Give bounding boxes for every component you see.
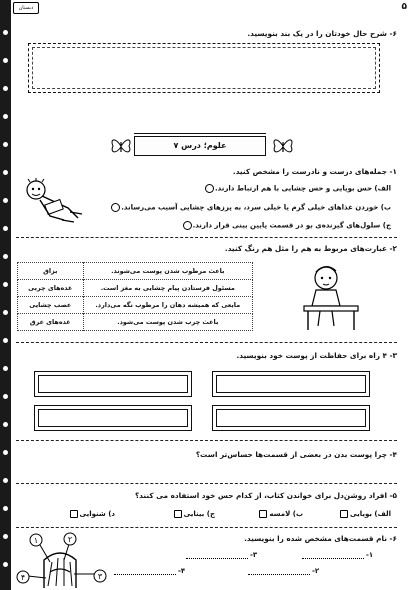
answer-circle[interactable] — [205, 184, 214, 193]
q5-option-c[interactable]: ج) بینایی — [172, 510, 215, 518]
taste-diagram-illustration — [14, 532, 110, 590]
checkbox[interactable] — [174, 510, 182, 518]
binder-spine — [0, 0, 11, 590]
table-row — [18, 280, 253, 297]
divider — [16, 342, 397, 343]
table-row — [18, 297, 253, 314]
q5-title: ۵- افراد روشن‌دل برای خواندن کتاب، از کدام حس خود استفاده می کنند؟ — [134, 491, 397, 500]
divider — [16, 237, 397, 238]
table-row — [18, 263, 253, 280]
answer-box[interactable] — [34, 405, 192, 431]
svg-text:۳: ۳ — [97, 572, 103, 581]
school-logo: دبستان — [13, 2, 39, 14]
match-phrase[interactable]: باعث چرب شدن پوست می‌شود. — [83, 314, 252, 331]
q5-option-a[interactable]: الف) بویایی — [338, 510, 391, 518]
q1-title: ۱- جمله‌های درست و نادرست را مشخص کنید. — [232, 167, 397, 176]
q2-title: ۲- عبارت‌های مربوط به هم را مثل هم رنگ کنید. — [224, 244, 397, 253]
answer-frame[interactable] — [28, 43, 380, 93]
lesson-title: علوم؛ درس ۷ — [134, 136, 266, 156]
divider — [16, 440, 397, 441]
page-number: ۵ — [401, 2, 407, 12]
diagram-label-1 — [30, 534, 42, 546]
match-phrase[interactable]: باعث مرطوب شدن پوست می‌شوند. — [83, 263, 252, 280]
boy-at-desk-illustration — [300, 262, 364, 334]
blank-3[interactable]: -۳ — [184, 551, 257, 559]
diagram-label-3 — [94, 570, 106, 582]
divider — [16, 527, 397, 528]
match-term[interactable]: غده‌های عرق — [18, 314, 84, 331]
q5-option-d[interactable]: د) شنوایی — [68, 510, 115, 518]
butterfly-icon — [272, 136, 294, 156]
q1-item-c: ج) سلول‌های گیرنده‌ی بو در قسمت پایین بینی قرار دارند. — [182, 221, 391, 230]
checkbox[interactable] — [259, 510, 267, 518]
match-term[interactable]: غده‌های چربی — [18, 280, 84, 297]
checkbox[interactable] — [340, 510, 348, 518]
q3-title: ۳- ۴ راه برای حفاظت از پوست خود بنویسید. — [236, 351, 397, 360]
blank-4[interactable]: -۴ — [112, 567, 185, 575]
q1-item-b: ب) خوردن غذاهای خیلی گرم یا خیلی سرد، به پرزهای چشایی آسیب می‌رساند. — [110, 203, 391, 212]
table-row — [18, 314, 253, 331]
matching-table — [17, 262, 253, 331]
blank-2[interactable]: -۲ — [246, 567, 319, 575]
svg-text:۲: ۲ — [67, 535, 73, 544]
q5-option-b[interactable]: ب) لامسه — [257, 510, 303, 518]
q1-item-a: الف) حس بویایی و حس چشایی با هم ارتباط دارند. — [204, 184, 391, 193]
answer-circle[interactable] — [183, 221, 192, 230]
blank-1[interactable]: -۱ — [300, 551, 373, 559]
match-term[interactable]: بزاق — [18, 263, 84, 280]
answer-box[interactable] — [212, 371, 370, 397]
answer-box[interactable] — [212, 405, 370, 431]
match-phrase[interactable]: مسئول فرستادن پیام چشایی به مغز است. — [83, 280, 252, 297]
diagram-label-2 — [64, 533, 76, 545]
match-phrase[interactable]: مایعی که همیشه دهان را مرطوب نگه می‌دارد. — [83, 297, 252, 314]
checkbox[interactable] — [70, 510, 78, 518]
q4-title: ۴- چرا پوست بدن در بعضی از قسمت‌ها حساس‌تر است؟ — [195, 450, 397, 459]
divider — [16, 483, 397, 484]
svg-text:۴: ۴ — [20, 573, 26, 582]
svg-text:۱: ۱ — [33, 536, 39, 545]
butterfly-icon — [110, 136, 132, 156]
answer-circle[interactable] — [111, 203, 120, 212]
q6b-title: ۶- نام قسمت‌های مشخص شده را بنویسید. — [244, 534, 397, 543]
q6-intro-title: ۶- شرح حال خودتان را در یک بند بنویسید. — [247, 29, 397, 38]
diagram-label-4 — [17, 571, 29, 583]
answer-box[interactable] — [34, 371, 192, 397]
match-term[interactable]: عصب چشایی — [18, 297, 84, 314]
boy-reading-illustration — [20, 178, 86, 224]
